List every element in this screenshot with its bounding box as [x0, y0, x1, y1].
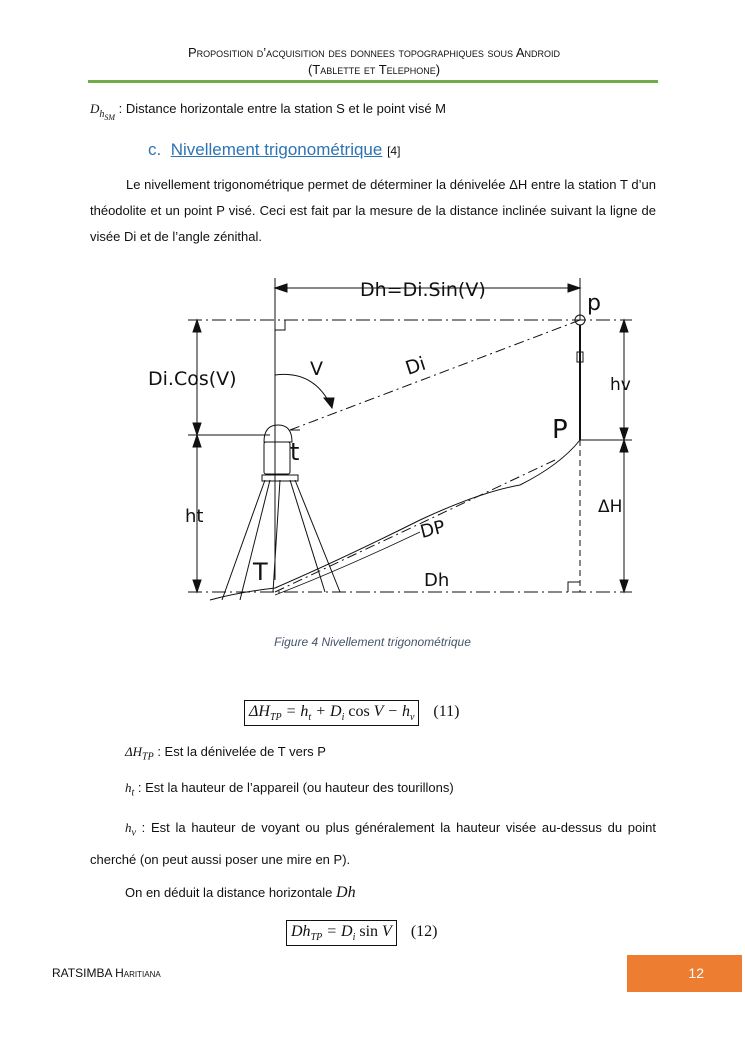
section-title: Nivellement trigonométrique — [170, 140, 383, 159]
tripod-leg-center — [273, 480, 280, 592]
header-rule — [88, 80, 658, 83]
figure-caption: Figure 4 Nivellement trigonométrique — [274, 635, 471, 649]
arrowhead-left — [275, 284, 287, 292]
theodolite-body — [264, 442, 290, 474]
equation-12 — [286, 920, 437, 946]
footer-author: RATSIMBA Haritiana — [52, 966, 161, 980]
label-dp: DP — [418, 516, 448, 543]
page-number: 12 — [627, 955, 742, 992]
label-t-big: T — [253, 558, 268, 586]
label-dh-formula: Dh=Di.Sin(V) — [360, 279, 486, 301]
label-p-small: p — [587, 291, 601, 316]
intro-paragraph: Le nivellement trigonométrique permet de déterminer la dénivelée ΔH entre la station T d’un théodolite et un point P visé. Ceci est fait par la mesure de la distance inclinée suivant la ligne de visée Di et de l’angle zénithal. — [90, 177, 656, 244]
def-hv: $h_v$ : Est la hauteur de voyant ou plus généralement la hauteur visée au-dessus du point cherché (on peut aussi poser une mire en P). — [90, 820, 656, 867]
definition-dh: $D_{h_{SM}}$ : Distance horizontale entre la station S et le point visé M — [90, 101, 447, 122]
deduction-line: On en déduit la distance horizontale Dh — [125, 884, 356, 901]
theodolite-head — [264, 425, 292, 442]
arrowhead-right — [568, 284, 580, 292]
equation-11 — [244, 700, 459, 726]
slope-dp — [275, 460, 555, 592]
label-t-small: t — [290, 438, 300, 466]
equation-11-number: (11) — [433, 703, 460, 720]
tripod-leg-right — [290, 480, 325, 592]
section-heading: c. Nivellement trigonométrique [4] — [148, 140, 401, 159]
label-ht: ht — [185, 506, 204, 527]
def-ht: $h_t$ : Est la hauteur de l’appareil (ou hauteur des tourillons) — [125, 780, 454, 799]
section-ref: [4] — [387, 144, 401, 158]
equation-12-formula: $Dh_{TP} = D_i$ sin V — [286, 920, 397, 946]
sight-line-di — [290, 320, 580, 430]
header-line-2: (Tablette et Telephone) — [307, 62, 441, 77]
def-delta-h: $\Delta H_{TP}$ : Est la dénivelée de T vers P — [125, 744, 326, 763]
trig-leveling-figure — [140, 270, 660, 615]
angle-v-arc — [275, 374, 332, 408]
page-header — [90, 44, 658, 78]
label-di: Di — [402, 352, 429, 380]
label-delta-h: ΔH — [598, 497, 623, 517]
equation-11-formula: $\Delta H_{TP} = h_t + D_i$ $\cos V - h_v$ — [244, 700, 419, 726]
label-dh: Dh — [424, 570, 450, 591]
label-hv: hv — [610, 375, 631, 395]
label-p-big: P — [552, 415, 568, 445]
label-di-cos: Di.Cos(V) — [148, 368, 237, 390]
header-line-1: Proposition d’acquisition des donnees topographiques sous Android — [187, 45, 561, 60]
equation-12-number: (12) — [410, 923, 438, 940]
label-v: V — [310, 358, 323, 380]
